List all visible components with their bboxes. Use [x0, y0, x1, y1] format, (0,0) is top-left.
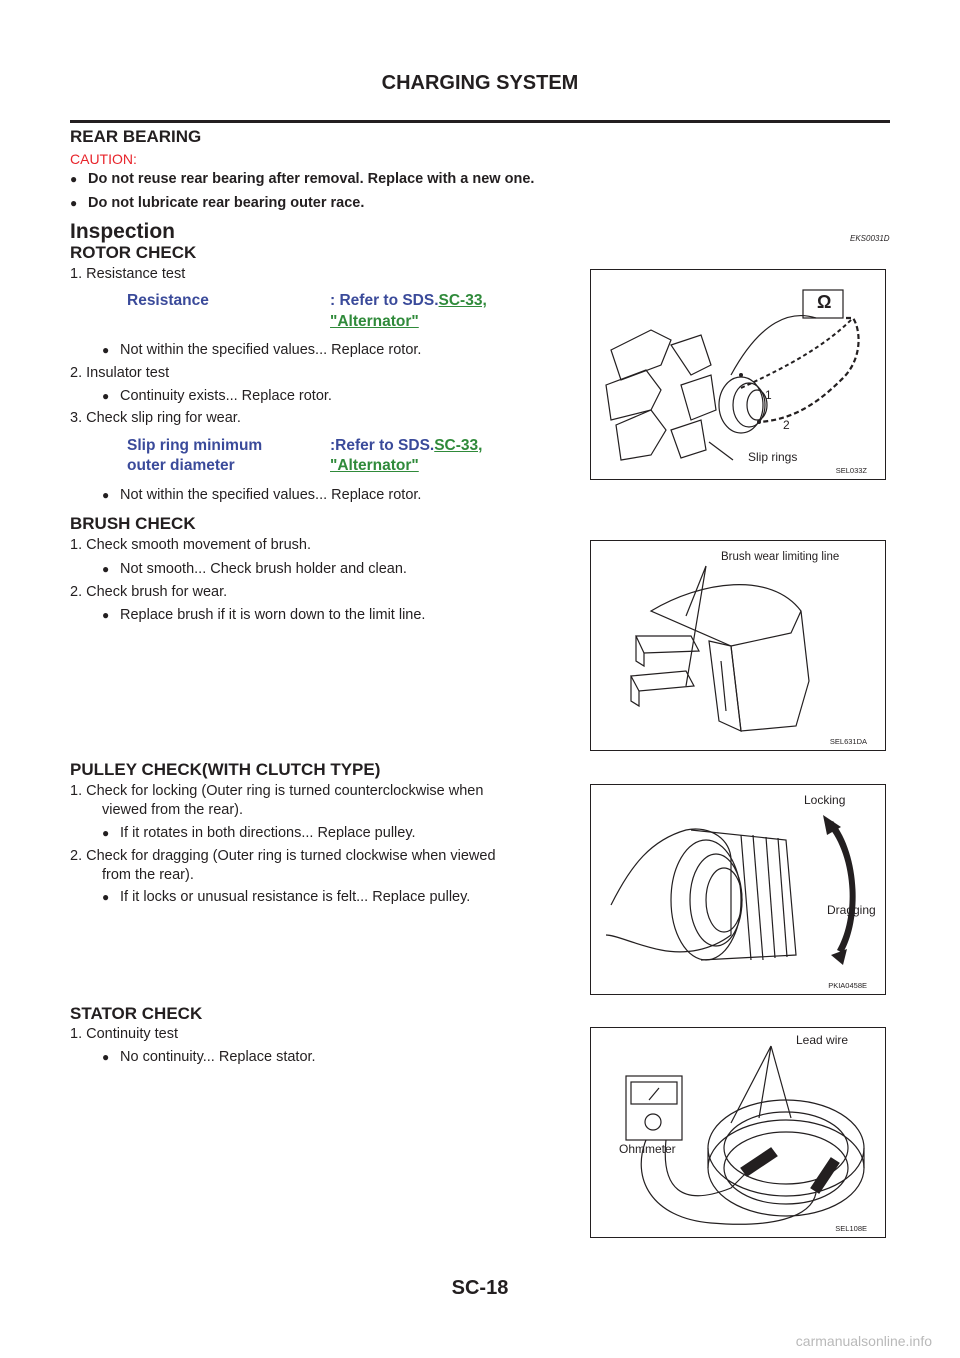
bullet-icon: ● [70, 196, 78, 210]
figure-code: SEL631DA [829, 737, 867, 746]
brush-bullet-1: ● Not smooth... Check brush holder and clean. [102, 561, 407, 577]
caution-item-1: ● Do not reuse rear bearing after removal. Replace with a new one. [70, 171, 535, 187]
slip-ring-value: :Refer to SDS.SC-33, [330, 437, 483, 454]
rotor-step-1: 1. Resistance test [70, 266, 186, 282]
resistance-value: : Refer to SDS.SC-33, [330, 292, 487, 309]
brush-illustration [591, 541, 887, 752]
figure-code: PKIA0458E [828, 981, 867, 990]
rotor-figure [590, 269, 886, 480]
bullet-icon: ● [70, 172, 78, 186]
sds-link[interactable]: SC-33, [434, 437, 483, 454]
fig-label-2: 2 [783, 418, 790, 432]
lead-wire-label: Lead wire [796, 1033, 849, 1047]
bullet-icon: ● [102, 890, 110, 904]
slip-ring-link-2 [330, 457, 419, 475]
page-number: SC-18 [451, 1277, 509, 1299]
rotor-step-3: 3. Check slip ring for wear. [70, 410, 241, 426]
resistance-link-2 [330, 313, 419, 331]
stator-figure [590, 1027, 886, 1238]
dragging-label: Dragging [827, 903, 876, 917]
bullet-icon: ● [102, 488, 110, 502]
header-rule [70, 120, 890, 123]
stator-illustration [591, 1028, 887, 1239]
pulley-figure [590, 784, 886, 995]
slip-rings-label: Slip rings [748, 450, 798, 464]
figure-code: SEL108E [835, 1224, 867, 1233]
pulley-step-1a: 1. Check for locking (Outer ring is turned counterclockwise when [70, 783, 484, 799]
bullet-icon: ● [102, 608, 110, 622]
bullet-icon: ● [102, 562, 110, 576]
brush-step-2: 2. Check brush for wear. [70, 584, 228, 600]
pulley-step-2a: 2. Check for dragging (Outer ring is turned clockwise when viewed [70, 848, 496, 864]
locking-label: Locking [804, 793, 846, 807]
brush-step-1: 1. Check smooth movement of brush. [70, 537, 311, 553]
rotor-bullet-3: ● Not within the specified values... Replace rotor. [102, 487, 422, 503]
rotor-check-heading: ROTOR CHECK [70, 243, 197, 262]
bullet-icon: ● [102, 1050, 110, 1064]
figure-code: SEL033Z [835, 466, 867, 475]
omega-icon: Ω [817, 292, 832, 312]
pulley-illustration [591, 785, 887, 996]
brush-figure [590, 540, 886, 751]
alternator-link[interactable]: "Alternator" [330, 457, 419, 474]
pulley-bullet-2: ● If it locks or unusual resistance is felt... Replace pulley. [102, 889, 471, 905]
brush-check-heading: BRUSH CHECK [70, 514, 196, 533]
pulley-step-1b: viewed from the rear). [102, 802, 244, 818]
rotor-illustration [591, 270, 887, 481]
brush-wear-label: Brush wear limiting line [721, 551, 840, 563]
inspection-code: EKS0031D [850, 234, 890, 243]
stator-bullet-1: ● No continuity... Replace stator. [102, 1049, 316, 1065]
caution-item-2: ● Do not lubricate rear bearing outer race. [70, 195, 365, 211]
stator-step-1: 1. Continuity test [70, 1026, 178, 1042]
watermark: carmanualsonline.info [795, 1333, 932, 1349]
slip-ring-label-2: outer diameter [127, 457, 235, 474]
alternator-link[interactable]: "Alternator" [330, 313, 419, 330]
bullet-icon: ● [102, 343, 110, 357]
ohmmeter-label: Ohmmeter [619, 1142, 676, 1156]
inspection-heading: Inspection [70, 220, 176, 243]
fig-label-1: 1 [765, 388, 772, 402]
brush-bullet-2: ● Replace brush if it is worn down to the limit line. [102, 607, 426, 623]
caution-label: CAUTION: [70, 151, 137, 167]
page-header-title: CHARGING SYSTEM [381, 72, 579, 94]
sds-link[interactable]: SC-33, [438, 292, 487, 309]
pulley-check-heading: PULLEY CHECK(WITH CLUTCH TYPE) [70, 760, 381, 779]
resistance-label: Resistance [127, 292, 209, 309]
stator-check-heading: STATOR CHECK [70, 1004, 203, 1023]
pulley-bullet-1: ● If it rotates in both directions... Replace pulley. [102, 825, 416, 841]
rotor-bullet-2: ● Continuity exists... Replace rotor. [102, 388, 332, 404]
bullet-icon: ● [102, 389, 110, 403]
rear-bearing-heading: REAR BEARING [70, 127, 202, 146]
rotor-bullet-1: ● Not within the specified values... Replace rotor. [102, 342, 422, 358]
slip-ring-label-1: Slip ring minimum [127, 437, 263, 454]
bullet-icon: ● [102, 826, 110, 840]
pulley-step-2b: from the rear). [102, 867, 194, 883]
rotor-step-2: 2. Insulator test [70, 365, 170, 381]
